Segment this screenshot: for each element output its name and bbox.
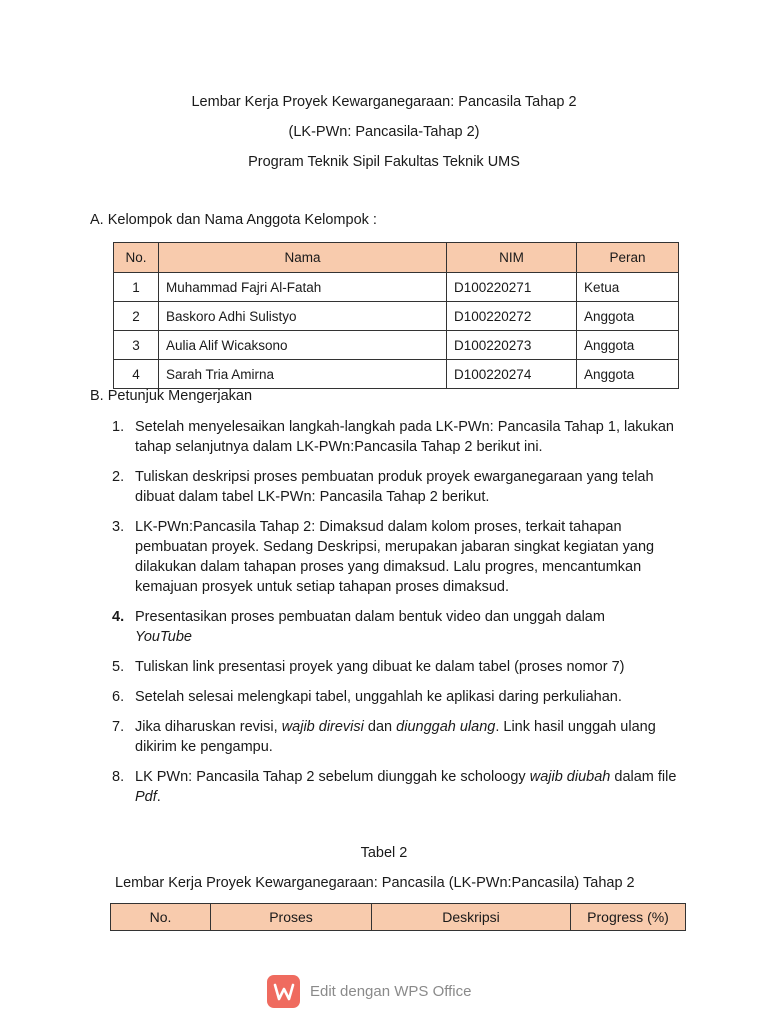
emphasis-text: Pdf (135, 789, 157, 805)
cell-nama: Muhammad Fajri Al-Fatah (159, 273, 447, 302)
step-number: 3. (112, 519, 125, 535)
emphasis-text: diunggah ulang (396, 719, 496, 735)
emphasis-text: wajib direvisi (281, 719, 364, 735)
step-text-mid: dalam file (614, 769, 677, 785)
list-item (112, 517, 692, 597)
doc-program: Program Teknik Sipil Fakultas Teknik UMS (248, 154, 520, 170)
table-row (114, 302, 679, 331)
list-item (112, 767, 692, 807)
step-text: LK-PWn:Pancasila Tahap 2: Dimaksud dalam kolom proses, terkait tahapan pembuatan proyek. Sedang Deskripsi, merupakan jabaran singkat kegiatan yang dilakukan dalam tahapan proses yang dimaksud. Lalu progres, mencantumkan kemajuan prosyek untuk setiap tahapan proses dimaksud. (135, 519, 655, 595)
cell-no: 4 (114, 360, 159, 389)
col-header-progress: Progress (%) (571, 904, 686, 931)
table-row (114, 273, 679, 302)
step-text-post: . (156, 789, 161, 805)
cell-peran: Anggota (577, 302, 679, 331)
cell-nim: D100220273 (447, 331, 577, 360)
step-number: 5. (112, 659, 125, 675)
cell-no: 3 (114, 331, 159, 360)
step-text-post: . Link hasil unggah ulang dikirim ke pengampu. (135, 719, 656, 755)
cell-peran: Anggota (577, 360, 679, 389)
step-text-main: Presentasikan proses pembuatan dalam bentuk video dan unggah dalam (135, 609, 605, 625)
step-text-pre: LK PWn: Pancasila Tahap 2 sebelum diunggah ke scholoogy (135, 769, 526, 785)
wps-office-logo-icon (267, 975, 300, 1008)
col-header-nama: Nama (159, 243, 447, 273)
cell-nim: D100220272 (447, 302, 577, 331)
list-item (112, 467, 692, 507)
step-text: Setelah menyelesaikan langkah-langkah pada LK-PWn: Pancasila Tahap 1, lakukan tahap selanjutnya dalam LK-PWn:Pancasila Tahap 2 berikut ini. (135, 419, 674, 455)
step-number: 2. (112, 469, 125, 485)
doc-code: (LK-PWn: Pancasila-Tahap 2) (288, 124, 480, 140)
list-item (112, 687, 692, 707)
cell-nim: D100220274 (447, 360, 577, 389)
list-item (112, 607, 692, 647)
list-item (112, 417, 692, 457)
table2-subtitle: Lembar Kerja Proyek Kewarganegaraan: Pancasila (LK-PWn:Pancasila) Tahap 2 (115, 875, 635, 891)
step-number: 4. (112, 609, 125, 625)
step-number: 7. (112, 719, 125, 735)
step-number: 8. (112, 769, 125, 785)
col-header-no: No. (111, 904, 211, 931)
cell-nim: D100220271 (447, 273, 577, 302)
cell-peran: Anggota (577, 331, 679, 360)
youtube-text: YouTube (135, 629, 192, 645)
list-item (112, 717, 692, 757)
cell-nama: Aulia Alif Wicaksono (159, 331, 447, 360)
step-text: Setelah selesai melengkapi tabel, unggahlah ke aplikasi daring perkuliahan. (135, 689, 622, 705)
step-number: 1. (112, 419, 125, 435)
table-row (114, 331, 679, 360)
cell-no: 1 (114, 273, 159, 302)
process-table (110, 903, 686, 931)
table-header-row (114, 243, 679, 273)
wps-edit-label: Edit dengan WPS Office (310, 983, 472, 1000)
list-item (112, 657, 692, 677)
cell-peran: Ketua (577, 273, 679, 302)
table-row (114, 360, 679, 389)
step-text (135, 607, 692, 647)
step-text (135, 767, 692, 807)
col-header-deskripsi: Deskripsi (372, 904, 571, 931)
wps-edit-button[interactable] (267, 975, 471, 1008)
col-header-peran: Peran (577, 243, 679, 273)
step-text: Tuliskan link presentasi proyek yang dibuat ke dalam tabel (proses nomor 7) (135, 659, 625, 675)
cell-no: 2 (114, 302, 159, 331)
section-a-heading: A. Kelompok dan Nama Anggota Kelompok : (90, 212, 377, 228)
cell-nama: Baskoro Adhi Sulistyo (159, 302, 447, 331)
step-text-pre: Jika diharuskan revisi, (135, 719, 278, 735)
step-text-mid: dan (367, 719, 393, 735)
step-text (135, 717, 692, 757)
doc-title: Lembar Kerja Proyek Kewarganegaraan: Pancasila Tahap 2 (191, 94, 577, 110)
table2-caption: Tabel 2 (360, 845, 408, 861)
members-table (113, 242, 679, 389)
col-header-no: No. (114, 243, 159, 273)
emphasis-text: wajib diubah (529, 769, 611, 785)
cell-nama: Sarah Tria Amirna (159, 360, 447, 389)
step-text: Tuliskan deskripsi proses pembuatan produk proyek ewarganegaraan yang telah dibuat dalam tabel LK-PWn: Pancasila Tahap 2 berikut. (135, 469, 654, 505)
table-header-row (111, 904, 686, 931)
col-header-nim: NIM (447, 243, 577, 273)
instruction-list (112, 417, 692, 817)
step-number: 6. (112, 689, 125, 705)
section-b-heading: B. Petunjuk Mengerjakan (90, 388, 253, 404)
col-header-proses: Proses (211, 904, 372, 931)
